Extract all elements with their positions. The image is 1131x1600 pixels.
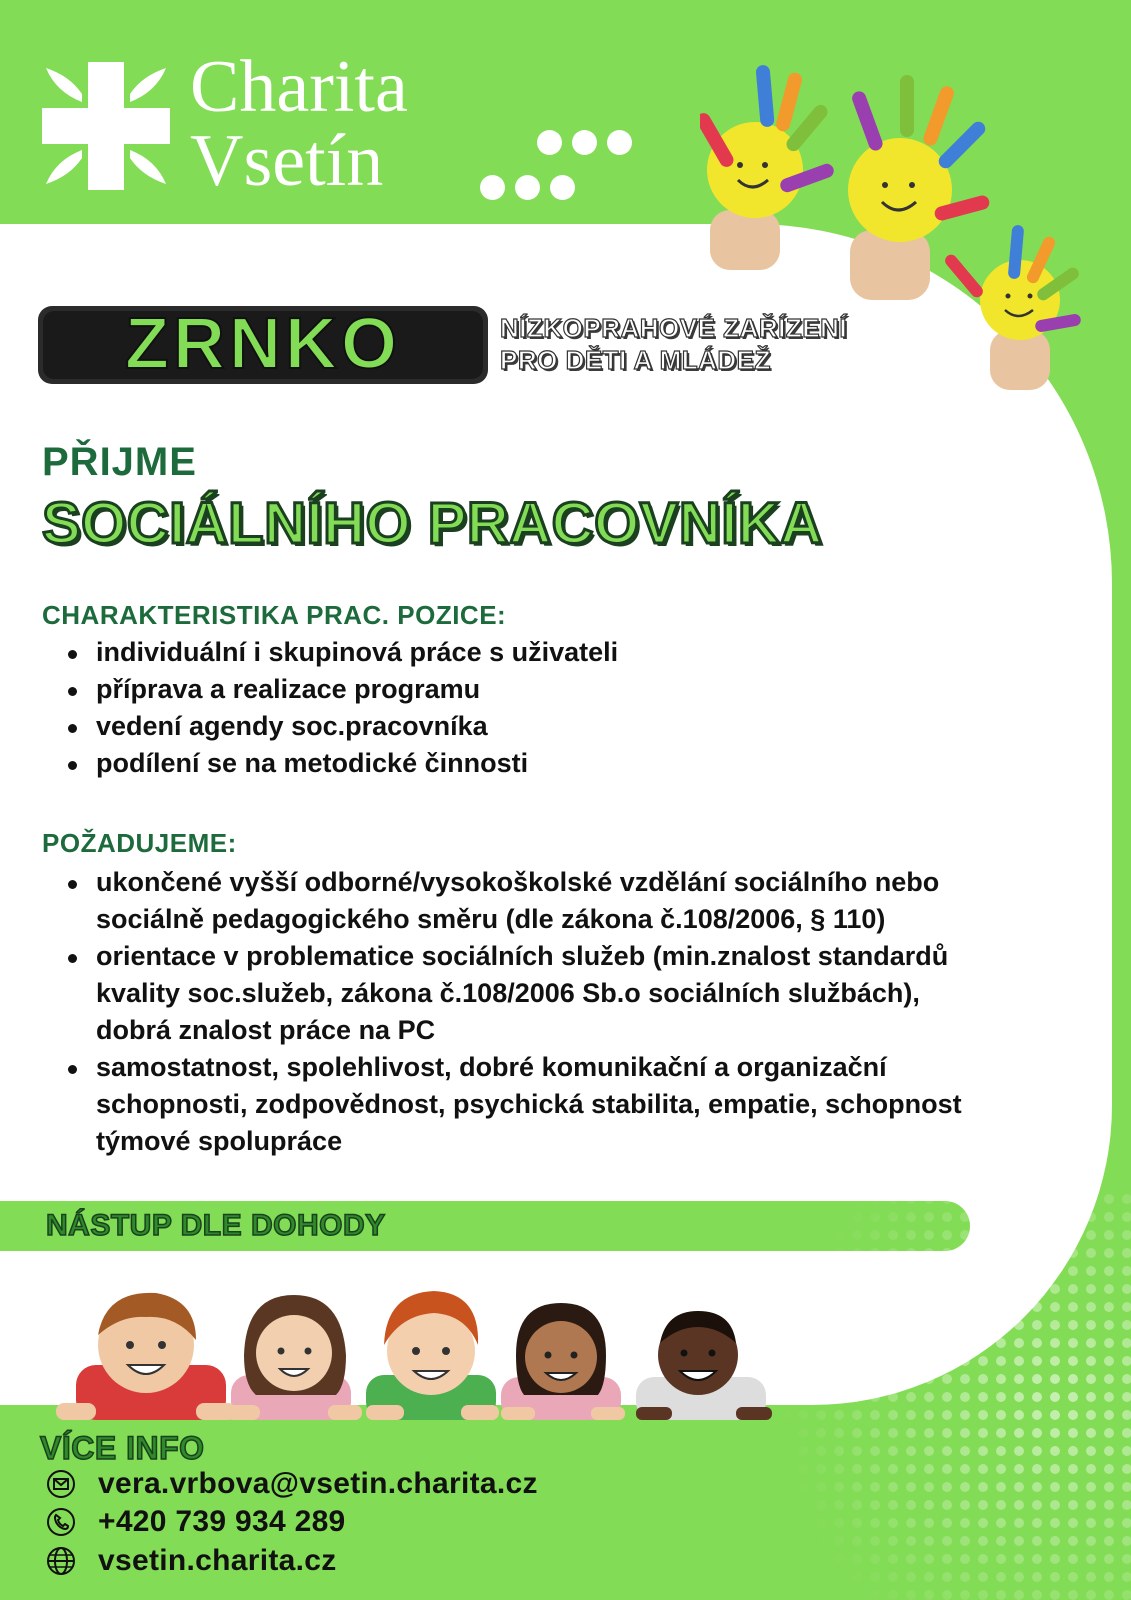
envelope-icon — [46, 1469, 76, 1499]
list-item-line: sociálně pedagogického směru (dle zákona č.108/2006, § 110) — [96, 904, 886, 934]
start-label: NÁSTUP DLE DOHODY — [46, 1209, 386, 1242]
contact-email-text[interactable]: vera.vrbova@vsetin.charita.cz — [98, 1467, 538, 1500]
list-item-line: kvality soc.služeb, zákona č.108/2006 Sb.o sociálních službách), — [96, 978, 920, 1008]
child-3 — [366, 1291, 496, 1420]
contact-web-text[interactable]: vsetin.charita.cz — [98, 1544, 337, 1577]
list-item — [96, 864, 962, 938]
list-item-line: orientace v problematice sociálních služeb (min.znalost standardů — [96, 941, 949, 971]
halftone-pattern — [740, 1190, 1131, 1600]
contact-phone-text[interactable]: +420 739 934 289 — [98, 1505, 346, 1538]
contact-title: VÍCE INFO — [40, 1430, 205, 1466]
contact-web[interactable] — [46, 1544, 337, 1578]
list-item — [96, 1049, 962, 1160]
zrnko-logo — [38, 306, 488, 384]
child-4 — [501, 1303, 621, 1420]
globe-icon — [46, 1546, 76, 1576]
characteristics-title: CHARAKTERISTIKA PRAC. POZICE: — [42, 600, 507, 630]
list-item-line: týmové spolupráce — [96, 1126, 343, 1156]
charita-cross-logo — [42, 62, 170, 190]
characteristics-list — [64, 634, 618, 782]
headline-prefix: PŘIJME — [42, 440, 197, 484]
list-item-line: schopnosti, zodpovědnost, psychická stabilita, empatie, schopnost — [96, 1089, 962, 1119]
child-2 — [231, 1295, 351, 1420]
requirements-title: POŽADUJEME: — [42, 828, 237, 858]
decorative-dots — [480, 130, 640, 202]
list-item — [96, 938, 962, 1049]
brand-line1: Charita — [190, 46, 408, 128]
zrnko-logo-text: ZRNKO — [125, 306, 401, 384]
zrnko-subtitle-line2: PRO DĚTI A MLÁDEŽ — [500, 345, 771, 375]
list-item-line: ukončené vyšší odborné/vysokoškolské vzdělání sociálního nebo — [96, 867, 940, 897]
zrnko-subtitle — [500, 312, 847, 376]
brand-line2: Vsetín — [190, 120, 384, 202]
list-item-line: dobrá znalost práce na PC — [96, 1015, 436, 1045]
list-item: příprava a realizace programu — [96, 671, 618, 708]
contact-email[interactable] — [46, 1467, 538, 1501]
headline-title: SOCIÁLNÍHO PRACOVNÍKA — [42, 491, 823, 556]
list-item-line: samostatnost, spolehlivost, dobré komunikační a organizační — [96, 1052, 887, 1082]
requirements-list — [64, 864, 962, 1160]
list-item: vedení agendy soc.pracovníka — [96, 708, 618, 745]
charita-wordmark — [190, 46, 408, 202]
child-1 — [76, 1293, 226, 1420]
zrnko-subtitle-line1: NÍZKOPRAHOVÉ ZAŘÍZENÍ — [500, 313, 848, 343]
list-item: individuální i skupinová práce s uživateli — [96, 634, 618, 671]
list-item: podílení se na metodické činnosti — [96, 745, 618, 782]
children-photo — [46, 1285, 806, 1420]
phone-icon — [46, 1507, 76, 1537]
contact-phone[interactable] — [46, 1505, 346, 1539]
